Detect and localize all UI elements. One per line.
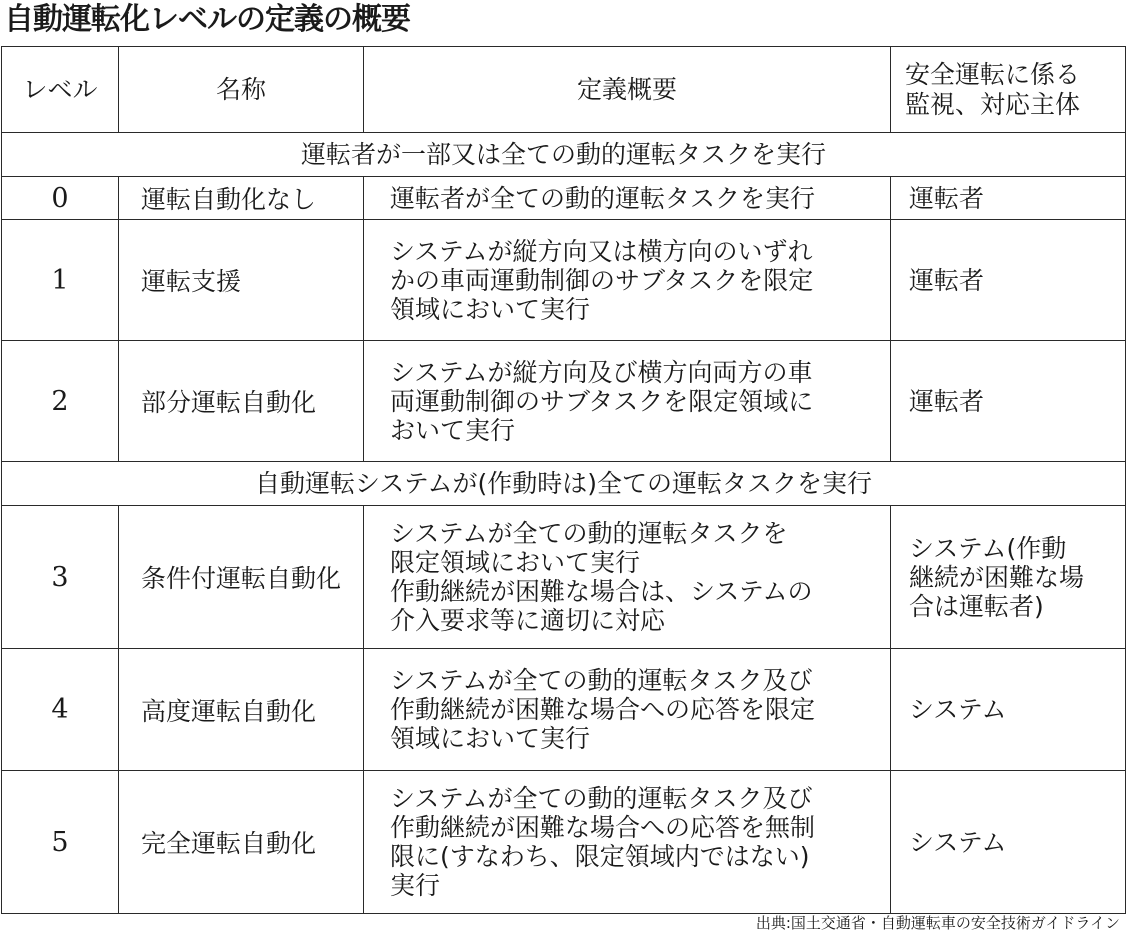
- table-row: [2, 649, 1126, 771]
- level-monitor: [891, 649, 1126, 771]
- level-definition: [364, 506, 891, 649]
- level-definition: [364, 341, 891, 462]
- table-row: [2, 771, 1126, 914]
- table-row: [2, 506, 1126, 649]
- level-number: 4: [2, 649, 119, 771]
- definition-line: システムが縦方向又は横方向のいずれ: [390, 236, 813, 266]
- header-name: 名称: [119, 47, 364, 133]
- table-row: [2, 220, 1126, 341]
- table-row: [2, 341, 1126, 462]
- source-note: 出典:国土交通省・自動運転車の安全技術ガイドライン: [755, 914, 1120, 932]
- monitor-line: 合は運転者): [909, 591, 1044, 621]
- definition-line: 作動継続が困難な場合への応答を無制: [390, 813, 816, 842]
- definition-line: 運転者が全ての動的運転タスクを実行: [390, 183, 816, 213]
- definition-line: 作動継続が困難な場合への応答を限定: [390, 695, 816, 724]
- header-monitor: [891, 47, 1126, 133]
- level-definition: [364, 771, 891, 914]
- header-monitor-line: 安全運転に係る: [905, 59, 1081, 89]
- definition-line: 実行: [390, 871, 441, 900]
- header-definition: 定義概要: [364, 47, 891, 133]
- header-monitor-line: 監視、対応主体: [905, 89, 1081, 119]
- level-number: 5: [2, 771, 119, 914]
- level-number: 1: [2, 220, 119, 341]
- level-definition: [364, 177, 891, 220]
- definition-line: システムが全ての動的運転タスクを: [390, 519, 788, 548]
- definition-line: 作動継続が困難な場合は、システムの: [390, 577, 813, 606]
- level-name: 高度運転自動化: [119, 649, 364, 771]
- level-name: 運転自動化なし: [119, 177, 364, 220]
- definition-line: 領域において実行: [390, 294, 591, 324]
- level-number: 2: [2, 341, 119, 462]
- level-number: 0: [2, 177, 119, 220]
- group-label: 自動運転システムが(作動時は)全ての運転タスクを実行: [2, 462, 1126, 506]
- definition-line: 限に(すなわち、限定領域内ではない): [390, 842, 810, 871]
- monitor-line: 運転者: [909, 265, 985, 295]
- monitor-line: システム: [909, 695, 1007, 724]
- header-row: [2, 47, 1126, 133]
- level-name: 部分運転自動化: [119, 341, 364, 462]
- definition-line: システムが全ての動的運転タスク及び: [390, 784, 813, 813]
- definition-line: 領域において実行: [390, 724, 591, 753]
- automation-levels-table: [1, 46, 1126, 914]
- group-row: [2, 462, 1126, 506]
- level-monitor: [891, 177, 1126, 220]
- group-label: 運転者が一部又は全ての動的運転タスクを実行: [2, 133, 1126, 177]
- definition-line: 両運動制御のサブタスクを限定領域に: [390, 386, 814, 416]
- level-definition: [364, 220, 891, 341]
- level-monitor: [891, 506, 1126, 649]
- definition-line: かの車両運動制御のサブタスクを限定: [390, 265, 814, 295]
- monitor-line: 継続が困難な場: [909, 562, 1085, 592]
- level-name: 運転支援: [119, 220, 364, 341]
- monitor-line: システム(作動: [909, 533, 1067, 563]
- monitor-line: システム: [909, 827, 1007, 857]
- level-monitor: [891, 771, 1126, 914]
- level-name: 完全運転自動化: [119, 771, 364, 914]
- definition-line: システムが縦方向及び横方向両方の車: [390, 357, 813, 387]
- level-monitor: [891, 341, 1126, 462]
- monitor-line: 運転者: [909, 183, 985, 213]
- definition-line: おいて実行: [390, 415, 516, 445]
- level-monitor: [891, 220, 1126, 341]
- level-name: 条件付運転自動化: [119, 506, 364, 649]
- table-row: [2, 177, 1126, 220]
- definition-line: 介入要求等に適切に対応: [390, 606, 666, 635]
- monitor-line: 運転者: [909, 386, 985, 416]
- header-level: レベル: [2, 47, 119, 133]
- level-number: 3: [2, 506, 119, 649]
- group-row: [2, 133, 1126, 177]
- definition-line: システムが全ての動的運転タスク及び: [390, 666, 813, 695]
- level-definition: [364, 649, 891, 771]
- page-title: 自動運転化レベルの定義の概要: [4, 2, 410, 37]
- definition-line: 限定領域において実行: [390, 548, 641, 577]
